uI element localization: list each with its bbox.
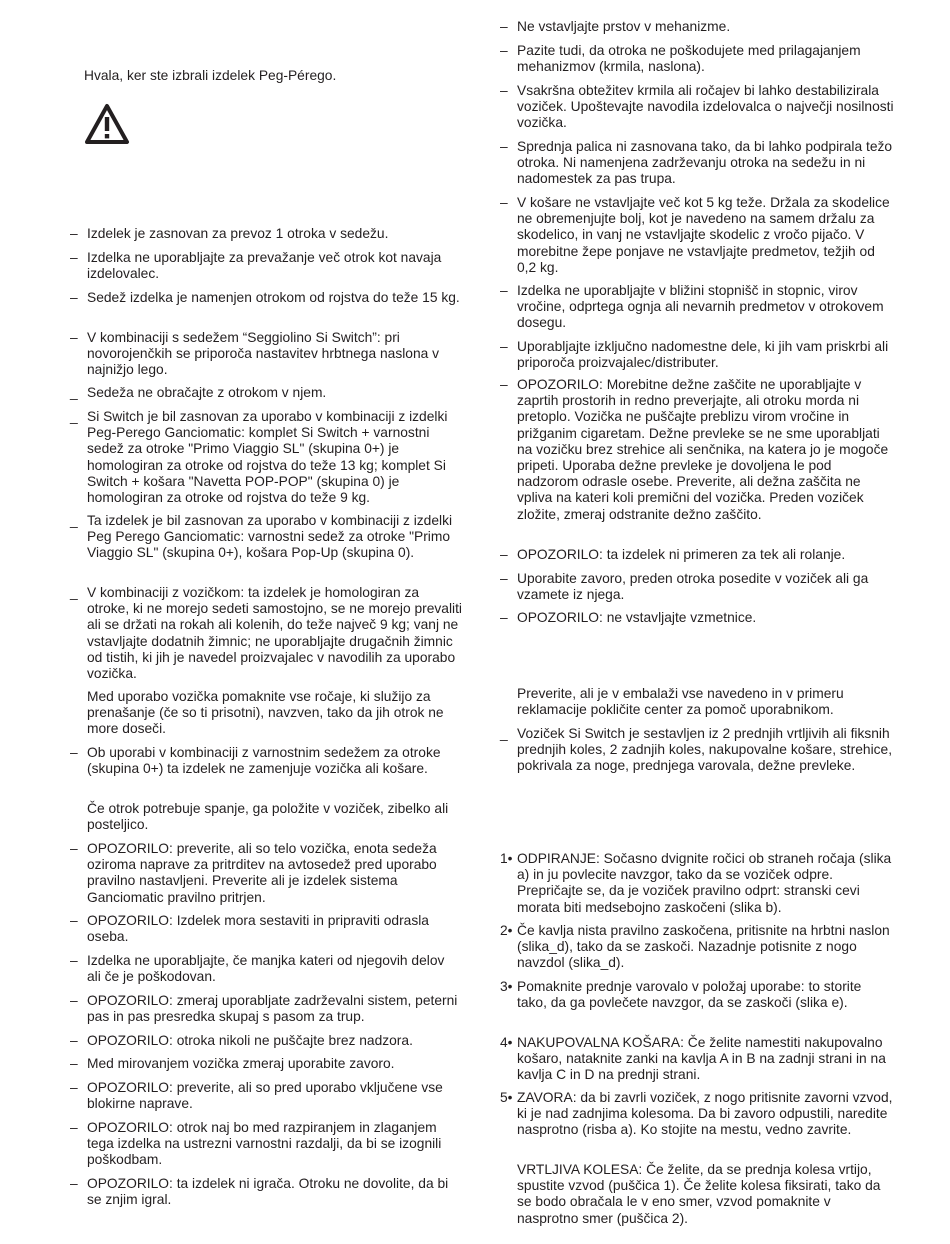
list-marker: – xyxy=(70,1056,78,1071)
list-marker: – xyxy=(500,19,508,34)
list-item-text: OPOZORILO: ne vstavljajte vzmetnice. xyxy=(517,610,757,625)
list-marker: – xyxy=(500,195,508,210)
list-item xyxy=(500,195,895,276)
list-item-text: Si Switch je bil zasnovan za uporabo v kombinaciji z izdelki Peg-Perego Ganciomatic: komplet Si Switch + varnostni sedež za otroke "Primo Viaggio SL" (skupina 0+) je homologiran za otroke od rojstva do teže 13 kg; komplet Si Switch + košara "Navetta POP-POP" (skupina 0) je homologiran za otroke od rojstva do teže 9 kg. xyxy=(87,409,448,506)
list-marker xyxy=(70,801,87,833)
list-marker xyxy=(500,1162,517,1227)
list-item xyxy=(70,689,462,738)
list-marker: – xyxy=(70,953,78,968)
list-item xyxy=(70,409,462,506)
list-marker: – xyxy=(70,1033,78,1048)
list-item xyxy=(500,139,895,188)
list-marker: – xyxy=(500,83,508,98)
list-item xyxy=(70,385,462,401)
list-item-text: Med uporabo vozička pomaknite vse ročaje, ki služijo za prenašanje (če so ti prisotni), navzven, tako da jih otrok ne more doseči. xyxy=(87,689,444,737)
list-item xyxy=(500,851,895,916)
list-marker: 2• xyxy=(500,923,513,938)
list-item-text: Med mirovanjem vozička zmeraj uporabite zavoro. xyxy=(87,1056,395,1071)
list-item xyxy=(70,913,462,945)
list-item-text: Ne vstavljajte prstov v mehanizme. xyxy=(517,19,731,34)
list-item-text: Izdelka ne uporabljajte v bližini stopnišč in stopnic, virov vročine, odprtega ognja ali nevarnih predmetov v otrokovem dosegu. xyxy=(517,283,884,331)
list-item xyxy=(500,43,895,75)
list-item xyxy=(500,979,895,1011)
list-item-text: Izdelka ne uporabljajte, če manjka kateri od njegovih delov ali če je poškodovan. xyxy=(87,953,445,985)
list-item-text: OPOZORILO: ta izdelek ni primeren za tek ali rolanje. xyxy=(517,547,846,562)
list-marker: _ xyxy=(70,585,78,600)
list-item xyxy=(500,377,895,523)
list-item-text: V kombinaciji s sedežem “Seggiolino Si Switch”: pri novorojenčkih se priporoča nastavitev hrbtnega naslona v najnižjo lego. xyxy=(87,330,440,378)
list-marker: _ xyxy=(70,513,78,528)
list-item xyxy=(70,330,462,379)
list-item xyxy=(70,841,462,906)
list-item xyxy=(500,83,895,132)
list-marker: – xyxy=(500,377,508,392)
list-item xyxy=(70,745,462,777)
list-item xyxy=(70,226,462,242)
list-marker: _ xyxy=(500,726,508,741)
list-item xyxy=(500,686,895,718)
list-item-text: V košare ne vstavljajte več kot 5 kg teže. Držala za skodelice ne obremenjujte bolj, kot je navedeno na samem držalu za skodelico, in vanj ne vstavljajte skodelic z vročo pijačo. V morebitne žepe ponjave ne vstavljajte predmetov, težjih od 0,2 kg. xyxy=(517,195,890,275)
list-marker: – xyxy=(70,841,78,856)
list-item-text: Preverite, ali je v embalaži vse navedeno in v primeru reklamacije pokličite center za pomoč uporabnikom. xyxy=(517,686,844,718)
list-marker xyxy=(70,689,87,738)
list-marker: 4• xyxy=(500,1035,513,1050)
list-item-text: Sprednja palica ni zasnovana tako, da bi lahko podpirala težo otroka. Ni namenjena zadrževanju otroka na sedežu in ni nadomestek za pas trupa. xyxy=(517,139,893,187)
list-item xyxy=(500,1035,895,1084)
list-marker: – xyxy=(500,283,508,298)
list-item xyxy=(500,571,895,603)
list-item xyxy=(70,1080,462,1112)
list-item xyxy=(70,1120,462,1169)
list-item-text: Če otrok potrebuje spanje, ga položite v voziček, zibelko ali posteljico. xyxy=(87,801,449,833)
list-marker: _ xyxy=(70,385,78,400)
list-marker: – xyxy=(70,1120,78,1135)
list-marker: – xyxy=(70,290,78,305)
list-item xyxy=(70,993,462,1025)
list-marker: – xyxy=(70,226,78,241)
list-item xyxy=(70,801,462,833)
list-item-text: Izdelka ne uporabljajte za prevažanje več otrok kot navaja izdelovalec. xyxy=(87,250,442,282)
list-item-text: Vsakršna obtežitev krmila ali ročajev bi lahko destabilizirala voziček. Upoštevajte navodila izdelovalca o največji nosilnosti vozička. xyxy=(517,83,894,131)
list-marker: – xyxy=(70,745,78,760)
list-item xyxy=(500,1162,895,1227)
list-item-text: OPOZORILO: zmeraj uporabljate zadrževalni sistem, peterni pas in pas presredka skupaj s pasom za trup. xyxy=(87,993,458,1025)
list-item xyxy=(70,290,462,306)
list-item-text: Pomaknite prednje varovalo v položaj uporabe: to storite tako, da ga povlečete navzgor, da se zaskoči (slika e). xyxy=(517,979,862,1011)
list-item xyxy=(70,1056,462,1072)
list-marker xyxy=(500,686,517,718)
list-item-text: OPOZORILO: Izdelek mora sestaviti in pripraviti odrasla oseba. xyxy=(87,913,429,945)
list-item xyxy=(500,283,895,332)
list-marker: – xyxy=(70,993,78,1008)
list-marker: 1• xyxy=(500,851,513,866)
list-item-text: Ob uporabi v kombinaciji z varnostnim sedežem za otroke (skupina 0+) ta izdelek ne zamenjuje vozička ali košare. xyxy=(87,745,441,777)
list-item xyxy=(500,19,895,35)
list-item xyxy=(500,610,895,626)
list-item xyxy=(70,1176,462,1208)
list-item-text: Uporabite zavoro, preden otroka posedite v voziček ali ga vzamete iz njega. xyxy=(517,571,869,603)
list-item xyxy=(500,726,895,775)
list-item xyxy=(70,1033,462,1049)
warning-triangle-icon xyxy=(84,103,130,145)
list-item-text: Pazite tudi, da otroka ne poškodujete med prilagajanjem mehanizmov (krmila, naslona). xyxy=(517,43,861,75)
list-item-text: ZAVORA: da bi zavrli voziček, z nogo pritisnite zavorni vzvod, ki je nad zadnjima kolesoma. Da bi zavoro odpustili, naredite nasprotno (risba a). Ko stojite na mestu, vedno zavrite. xyxy=(517,1090,893,1138)
list-item xyxy=(70,953,462,985)
list-marker: – xyxy=(70,330,78,345)
list-item-text: OPOZORILO: otroka nikoli ne puščajte brez nadzora. xyxy=(87,1033,413,1048)
list-marker: – xyxy=(500,547,508,562)
list-marker: – xyxy=(500,43,508,58)
list-marker: – xyxy=(500,139,508,154)
list-marker: – xyxy=(70,250,78,265)
list-item-text: Sedež izdelka je namenjen otrokom od rojstva do teže 15 kg. xyxy=(87,290,460,305)
list-item-text: Uporabljajte izključno nadomestne dele, ki jih vam priskrbi ali priporoča proizvajalec/distributer. xyxy=(517,339,889,371)
list-item-text: NAKUPOVALNA KOŠARA: Če želite namestiti nakupovalno košaro, nataknite zanki na kavlja A in B na zadnji strani in na kavlja C in D na prednji strani. xyxy=(517,1035,886,1083)
list-marker: _ xyxy=(70,409,78,424)
list-marker: – xyxy=(70,1080,78,1095)
list-item xyxy=(500,923,895,972)
list-item xyxy=(70,250,462,282)
list-item-text: Voziček Si Switch je sestavljen iz 2 prednjih vrtljivih ali fiksnih prednjih koles, 2 zadnjih koles, nakupovalne košare, strehice, pokrivala za noge, prednjega varovala, dežne prevleke. xyxy=(517,726,893,774)
intro-text: Hvala, ker ste izbrali izdelek Peg-Pérego. xyxy=(84,68,337,83)
list-marker: 5• xyxy=(500,1090,513,1105)
list-marker: – xyxy=(500,571,508,586)
list-item-text: OPOZORILO: Morebitne dežne zaščite ne uporabljajte v zaprtih prostorih in redno preverjajte, ali otroku morda ni pretoplo. Vozička ne puščajte preblizu virom vročine in prižganim cigaretam. Dežne prevleke se ne sme uporabljati na vozičku brez strehice ali senčnika, na katera jo je mogoče pripeti. Uporaba dežne prevleke je dovoljena le pod nadzorom odrasle osebe. Preverite, ali dežna zaščita ne vpliva na kateri koli premični del vozička. Preden voziček zložite, zmeraj odstranite dežno zaščito. xyxy=(517,377,889,522)
list-item-text: OPOZORILO: preverite, ali so telo vozička, enota sedeža oziroma naprave za pritrditev na avtosedež pred uporabo pravilno nastavljeni. Preverite ali je izdelek sistema Ganciomatic pravilno pritrjen. xyxy=(87,841,437,905)
list-item-text: Ta izdelek je bil zasnovan za uporabo v kombinaciji z izdelki Peg Perego Ganciomatic: varnostni sedež za otroke "Primo Viaggio SL" (skupina 0+), košara Pop-Up (skupina 0). xyxy=(87,513,453,561)
list-item xyxy=(500,339,895,371)
list-item-text: V kombinaciji z vozičkom: ta izdelek je homologiran za otroke, ki ne morejo sedeti samostojno, se ne morejo prevaliti ali se držati na rokah ali kolenih, do teže največ 9 kg; vanj ne vstavljajte dodatnih žimnic; ne uporabljajte drugačnih žimnic od tistih, ki jih je navedel proizvajalec v navodilih za uporabo vozička. xyxy=(87,585,462,682)
list-marker: 3• xyxy=(500,979,513,994)
list-item-text: Izdelek je zasnovan za prevoz 1 otroka v sedežu. xyxy=(87,226,389,241)
list-item-text: OPOZORILO: otrok naj bo med razpiranjem in zlaganjem tega izdelka na ustrezni varnostni razdalji, da bi se izognili poškodbam. xyxy=(87,1120,442,1168)
list-marker: – xyxy=(70,1176,78,1191)
list-item-text: OPOZORILO: ta izdelek ni igrača. Otroku ne dovolite, da bi se znjim igral. xyxy=(87,1176,449,1208)
list-item-text: OPOZORILO: preverite, ali so pred uporabo vključene vse blokirne naprave. xyxy=(87,1080,443,1112)
list-item-text: VRTLJIVA KOLESA: Če želite, da se prednja kolesa vrtijo, spustite vzvod (puščica 1). Če želite kolesa fiksirati, tako da se bodo obračala le v eno smer, vzvod pomaknite v nasprotno smer (puščica 2). xyxy=(517,1162,881,1226)
list-item xyxy=(500,547,895,563)
list-item-text: ODPIRANJE: Sočasno dvignite ročici ob straneh ročaja (slika a) in ju povlecite navzgor, tako da se voziček odpre. Prepričajte se, da je voziček pravilno odprt: stranski cevi morata biti medsebojno zaskočeni (slika b). xyxy=(517,851,892,915)
list-item xyxy=(70,513,462,562)
list-item-text: Sedeža ne obračajte z otrokom v njem. xyxy=(87,385,327,400)
list-marker: – xyxy=(70,913,78,928)
list-item xyxy=(500,1090,895,1139)
list-item xyxy=(70,585,462,682)
list-item-text: Če kavlja nista pravilno zaskočena, pritisnite na hrbtni naslon (slika_d), tako da se zaskoči. Nazadnje potisnite z nogo navzdol (slika_d). xyxy=(517,923,890,971)
list-marker: – xyxy=(500,339,508,354)
list-marker: – xyxy=(500,610,508,625)
